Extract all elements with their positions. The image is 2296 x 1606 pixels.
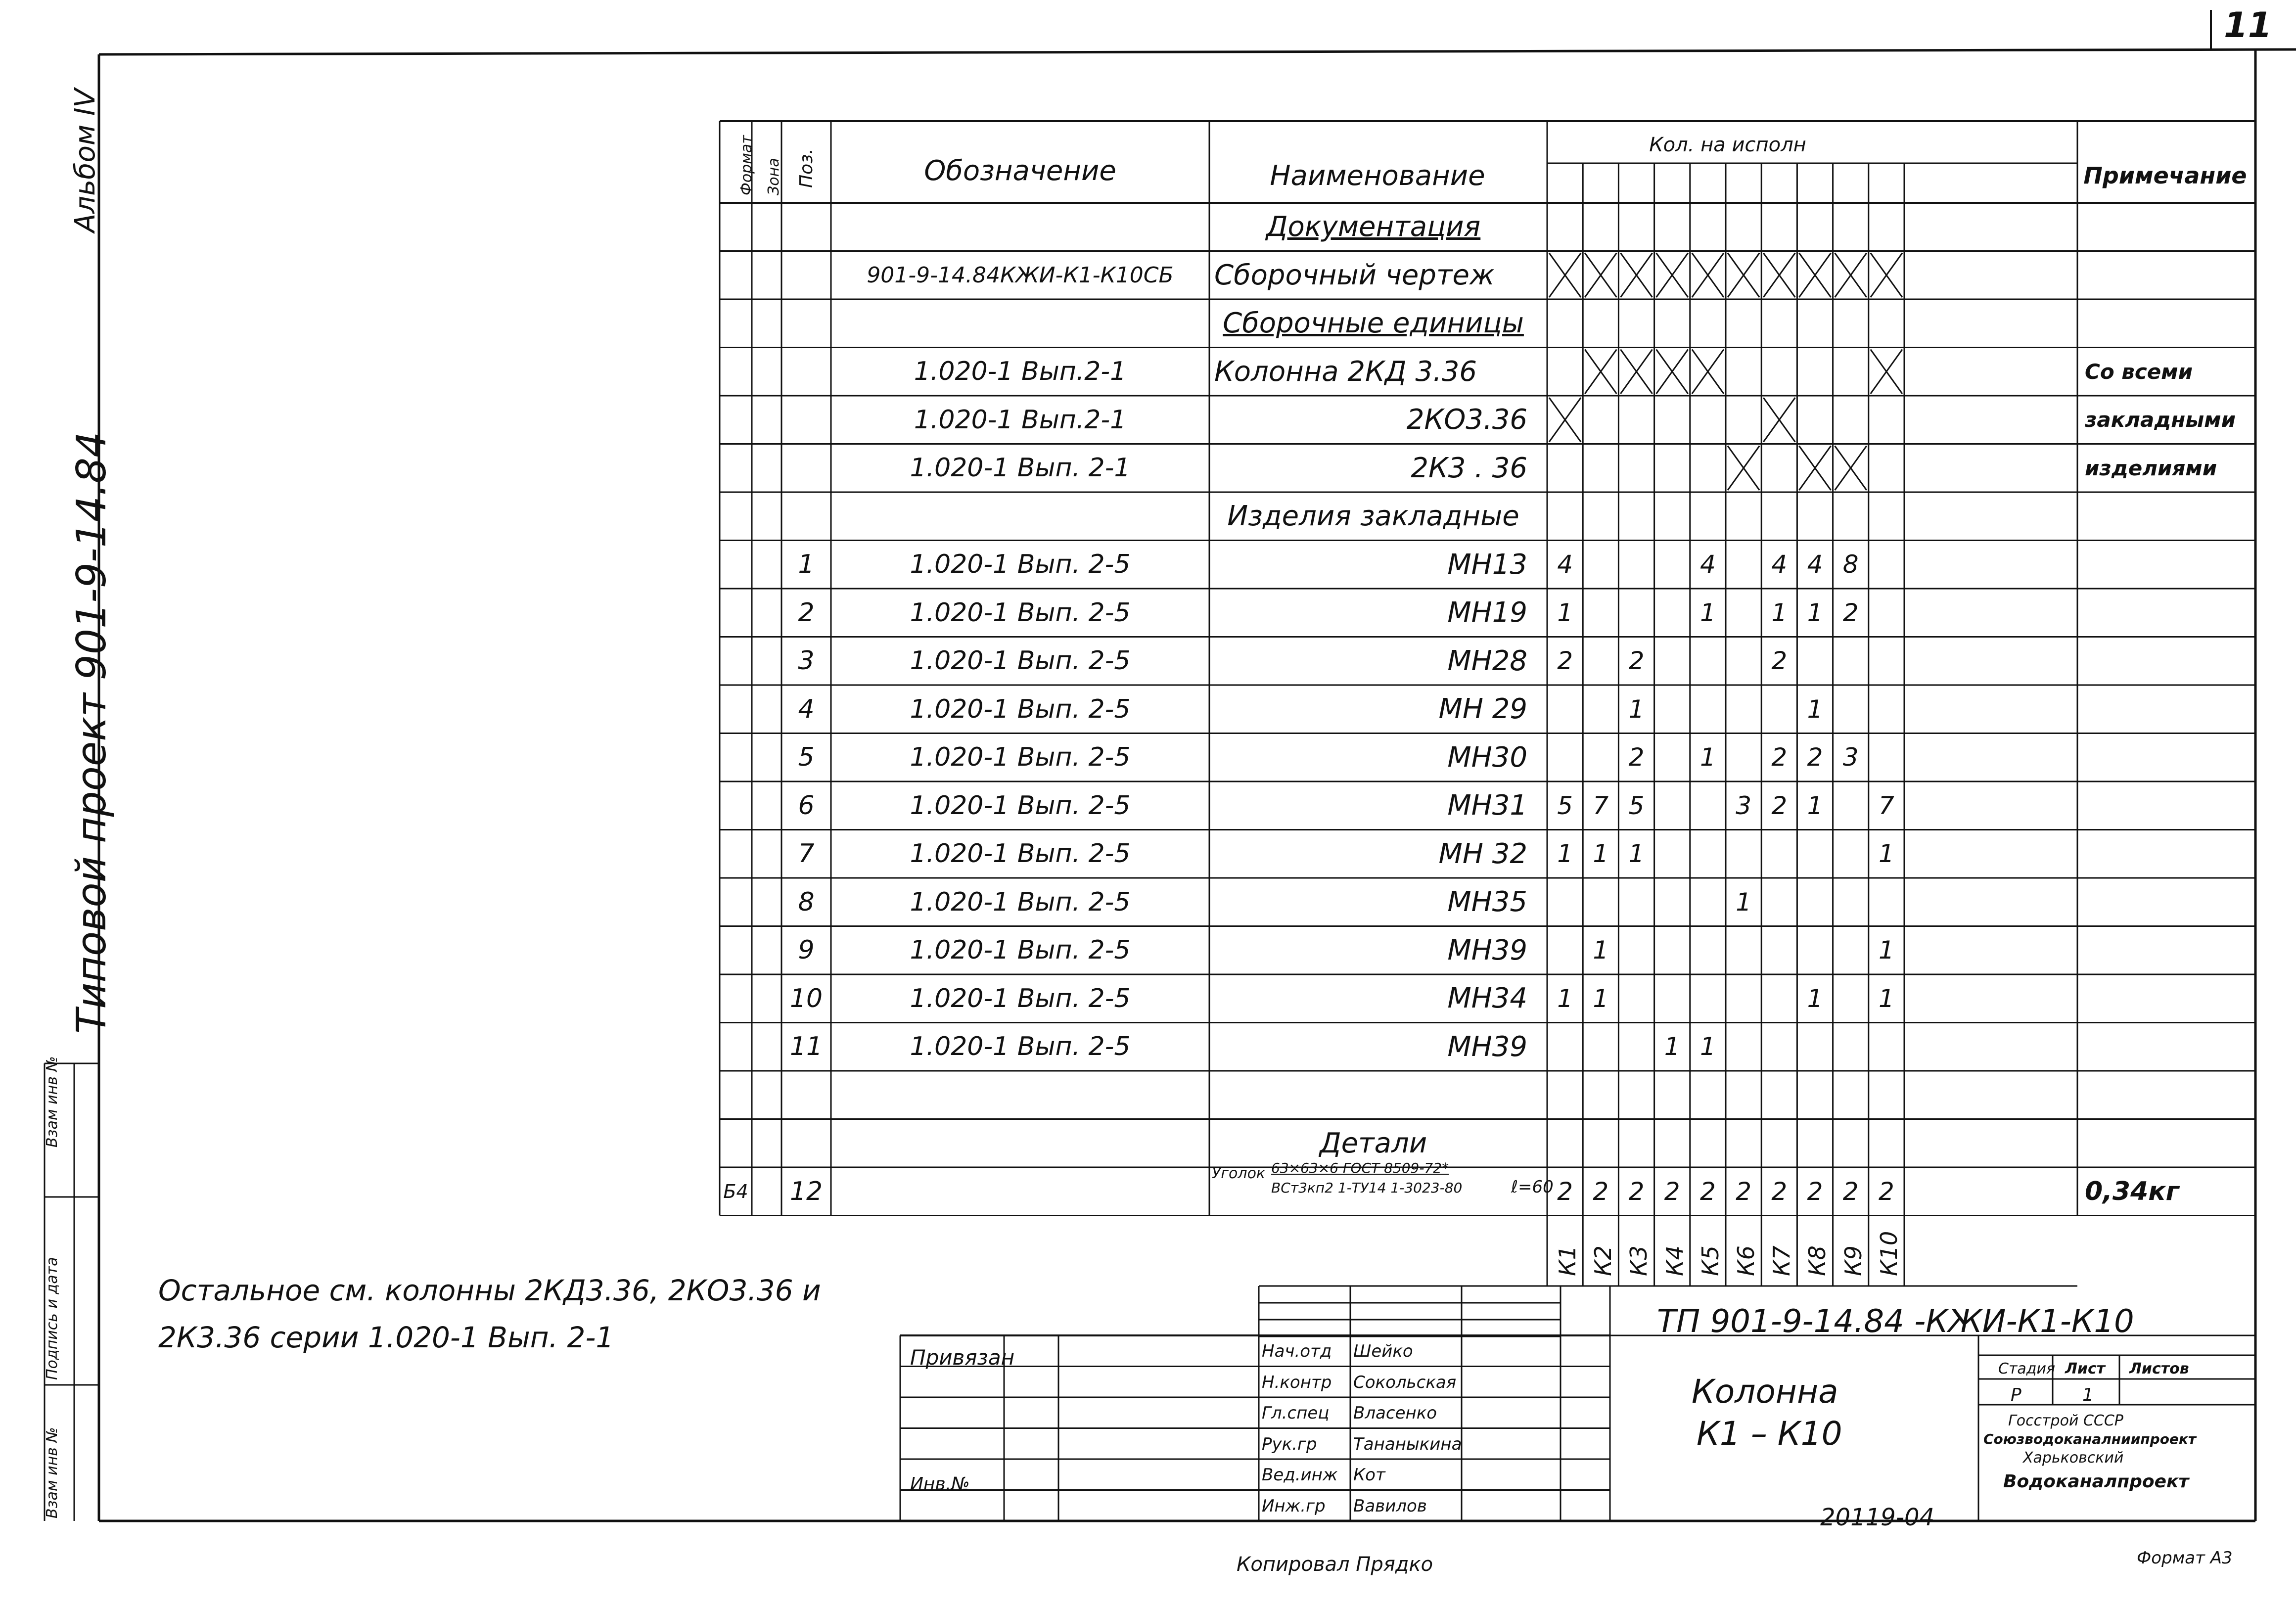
qty-cell: 2 (1736, 1177, 1751, 1206)
row-name: МН30 (1447, 741, 1527, 774)
qty-cell: 4 (1699, 550, 1716, 579)
row-name: Колонна 2КД 3.36 (1214, 355, 1477, 388)
qty-cell: 7 (1878, 791, 1894, 820)
footnote-line-2: 2К3.36 серии 1.020-1 Вып. 2-1 (158, 1321, 614, 1354)
row-designation: 1.020-1 Вып. 2-5 (910, 646, 1131, 676)
row-note: изделиями (2085, 456, 2217, 480)
footnote-line-1: Остальное см. колонны 2КД3.36, 2КО3.36 и (158, 1274, 821, 1307)
row-position: 1 (798, 550, 815, 580)
archive-number: 20119-04 (1820, 1504, 1935, 1531)
row-position: 8 (798, 887, 815, 917)
row-designation: 1.020-1 Вып. 2-5 (910, 742, 1131, 773)
signer-name: Шейко (1353, 1341, 1413, 1361)
qty-cell: 1 (1699, 598, 1716, 627)
qty-cell: 1 (1807, 984, 1823, 1013)
signer-name: Власенко (1353, 1403, 1437, 1423)
drawing-title-line-1: Колонна (1692, 1373, 1838, 1411)
qty-cell: 1 (1736, 887, 1751, 917)
qty-cell: 1 (1557, 598, 1573, 627)
qty-cell: 2 (1842, 598, 1859, 627)
signer-role: Нач.отд (1262, 1341, 1332, 1361)
qty-cell: 2 (1771, 646, 1788, 676)
drawing-title-line-2: К1 – К10 (1697, 1415, 1842, 1453)
stage-value: Р (2011, 1385, 2021, 1405)
qty-cell: 8 (1842, 550, 1859, 579)
qty-cell: 1 (1628, 694, 1645, 724)
qty-cell: 2 (1771, 743, 1788, 772)
qty-cell: 4 (1807, 550, 1823, 579)
album-label: Альбом IV (69, 89, 101, 232)
side-stamp-label: Подпись и дата (44, 1257, 61, 1380)
row-name: МН34 (1447, 982, 1527, 1015)
row-designation: 1.020-1 Вып. 2-5 (910, 935, 1131, 965)
header-zone: Зона (765, 158, 782, 195)
row-note: закладными (2085, 408, 2236, 432)
qty-cell: 1 (1878, 984, 1894, 1013)
row-position: 5 (798, 742, 815, 773)
paper-format: Формат А3 (2137, 1548, 2233, 1568)
row-designation: 1.020-1 Вып. 2-5 (910, 839, 1131, 869)
row-name: МН28 (1447, 644, 1527, 677)
row-name: Сборочные единицы (1223, 307, 1524, 340)
qty-cell: 5 (1628, 791, 1645, 820)
qty-cell: 2 (1664, 1177, 1680, 1206)
row-designation: 1.020-1 Вып. 2-5 (910, 790, 1131, 821)
qty-cell: 2 (1628, 646, 1645, 676)
row-designation: 901-9-14.84КЖИ-К1-К10СБ (867, 262, 1174, 288)
row-name: 2К3 . 36 (1411, 452, 1527, 484)
qty-cell: 1 (1771, 598, 1788, 627)
row-designation: 1.020-1 Вып. 2-1 (910, 453, 1131, 483)
column-label: К5 (1697, 1245, 1724, 1276)
qty-cell: 2 (1628, 743, 1645, 772)
qty-cell: 5 (1557, 791, 1573, 820)
header-qty-group: Кол. на исполн (1649, 134, 1806, 156)
qty-cell: 2 (1557, 1177, 1573, 1206)
qty-cell: 2 (1842, 1177, 1859, 1206)
qty-cell: 1 (1628, 839, 1645, 869)
row-name: МН39 (1447, 934, 1527, 966)
row-name: 2КО3.36 (1406, 404, 1527, 436)
qty-cell: 4 (1557, 550, 1573, 579)
column-label: К8 (1804, 1245, 1831, 1276)
signer-name: Сокольская (1353, 1372, 1457, 1392)
qty-cell: 2 (1593, 1177, 1609, 1206)
qty-cell: 2 (1557, 646, 1573, 676)
row-name: МН 32 (1438, 837, 1527, 870)
sheets-value: 1 (2082, 1385, 2094, 1405)
stage-label: Стадия (1998, 1360, 2056, 1377)
row-position: 3 (798, 646, 815, 676)
angle-prefix: Уголок (1212, 1165, 1266, 1182)
column-label: К6 (1733, 1245, 1759, 1276)
angle-bottom: ВСт3кп2 1-ТУ14 1-3023-80 (1271, 1180, 1463, 1196)
row-name: Документация (1266, 211, 1481, 243)
side-stamp-label: Взам инв № (44, 1056, 61, 1147)
row-name: МН19 (1447, 597, 1527, 629)
qty-cell: 1 (1807, 791, 1823, 820)
row-designation: 1.020-1 Вып. 2-5 (910, 597, 1131, 628)
row-name: МН35 (1447, 886, 1527, 918)
qty-cell: 1 (1878, 936, 1894, 965)
row-designation: 1.020-1 Вып. 2-5 (910, 694, 1131, 724)
qty-cell: 1 (1699, 743, 1716, 772)
row-note: Со всеми (2085, 359, 2193, 384)
column-label: К4 (1661, 1245, 1688, 1276)
qty-cell: 1 (1593, 936, 1609, 965)
qty-cell: 2 (1807, 743, 1823, 772)
column-label: К10 (1875, 1231, 1902, 1276)
row-name: МН39 (1447, 1030, 1527, 1063)
header-format: Формат (738, 135, 755, 195)
page-number: 11 (2224, 5, 2272, 46)
qty-cell: 1 (1593, 984, 1609, 1013)
qty-cell: 1 (1664, 1032, 1680, 1061)
qty-cell: 1 (1593, 839, 1609, 869)
header-pos: Поз. (796, 148, 817, 188)
frame-top (99, 49, 2296, 54)
header-name: Наименование (1270, 159, 1485, 192)
sheets-label: Листов (2129, 1360, 2189, 1377)
row-position: 2 (798, 597, 815, 628)
qty-cell: 1 (1878, 839, 1894, 869)
row-name: МН 29 (1438, 693, 1527, 726)
qty-cell: 2 (1807, 1177, 1823, 1206)
org-line-2: Союзводоканалниипроект (1983, 1431, 2197, 1447)
row-name: Изделия закладные (1227, 500, 1519, 533)
qty-cell: 1 (1699, 1032, 1716, 1061)
qty-cell: 2 (1699, 1177, 1716, 1206)
row-position: 4 (798, 694, 815, 724)
row-name: Сборочный чертеж (1214, 259, 1495, 291)
org-line-1: Госстрой СССР (2008, 1412, 2123, 1429)
row-position: 10 (789, 983, 823, 1013)
org-line-3: Харьковский (2023, 1449, 2124, 1467)
row-designation: 1.020-1 Вып. 2-5 (910, 983, 1131, 1013)
signer-role: Инж.гр (1262, 1496, 1326, 1516)
row-designation: 1.020-1 Вып. 2-5 (910, 550, 1131, 580)
angle-top: 63×63×6 ГОСТ 8509-72* (1271, 1160, 1449, 1176)
inv-no-label: Инв.№ (910, 1474, 970, 1494)
row-designation: 1.020-1 Вып. 2-5 (910, 887, 1131, 917)
row-name: МН31 (1447, 789, 1527, 822)
header-designation: Обозначение (924, 154, 1116, 187)
qty-cell: 2 (1771, 791, 1788, 820)
row-position: 11 (789, 1032, 823, 1062)
signer-role: Гл.спец (1262, 1403, 1330, 1423)
row-position: 7 (798, 839, 815, 869)
column-label: К1 (1554, 1245, 1581, 1276)
project-title: Типовой проект 901-9-14.84 (68, 431, 115, 1034)
privyazan-label: Привязан (910, 1345, 1015, 1370)
column-label: К9 (1839, 1245, 1867, 1276)
qty-cell: 3 (1736, 791, 1751, 820)
qty-cell: 2 (1771, 1177, 1788, 1206)
column-label: К7 (1768, 1245, 1795, 1276)
row-name: Детали (1319, 1127, 1427, 1159)
header-note: Примечание (2083, 162, 2247, 189)
qty-cell: 1 (1807, 598, 1823, 627)
signer-role: Н.контр (1262, 1372, 1332, 1392)
signer-name: Тананыкина (1353, 1434, 1462, 1454)
row-designation: 1.020-1 Вып. 2-5 (910, 1032, 1131, 1062)
qty-cell: 3 (1842, 743, 1859, 772)
qty-cell: 1 (1557, 839, 1573, 869)
sheet-label: Лист (2065, 1360, 2106, 1377)
qty-cell: 1 (1807, 694, 1823, 724)
angle-suffix: ℓ=60 (1511, 1177, 1554, 1197)
row-name: МН13 (1447, 548, 1527, 581)
qty-cell: 7 (1593, 791, 1609, 820)
side-stamp-label: Взам инв № (44, 1427, 61, 1518)
row-note: 0,34кг (2085, 1176, 2179, 1206)
row-format: Б4 (723, 1180, 748, 1202)
row-designation: 1.020-1 Вып.2-1 (914, 405, 1127, 435)
qty-cell: 2 (1878, 1177, 1894, 1206)
signer-role: Вед.инж (1262, 1465, 1338, 1485)
qty-cell: 4 (1771, 550, 1788, 579)
document-code: ТП 901-9-14.84 -КЖИ-К1-К10 (1657, 1303, 2134, 1340)
row-position: 12 (789, 1176, 823, 1206)
row-position: 6 (798, 790, 815, 821)
copied-by: Копировал Прядко (1237, 1553, 1433, 1576)
column-label: К2 (1590, 1245, 1617, 1276)
row-position: 9 (798, 935, 815, 965)
qty-cell: 2 (1628, 1177, 1645, 1206)
signer-name: Кот (1353, 1465, 1385, 1485)
signer-role: Рук.гр (1262, 1434, 1317, 1454)
row-designation: 1.020-1 Вып.2-1 (914, 357, 1127, 387)
org-line-4: Водоканалпроект (2003, 1471, 2189, 1492)
qty-cell: 1 (1557, 984, 1573, 1013)
signer-name: Вавилов (1353, 1496, 1427, 1516)
column-label: К3 (1625, 1245, 1653, 1276)
